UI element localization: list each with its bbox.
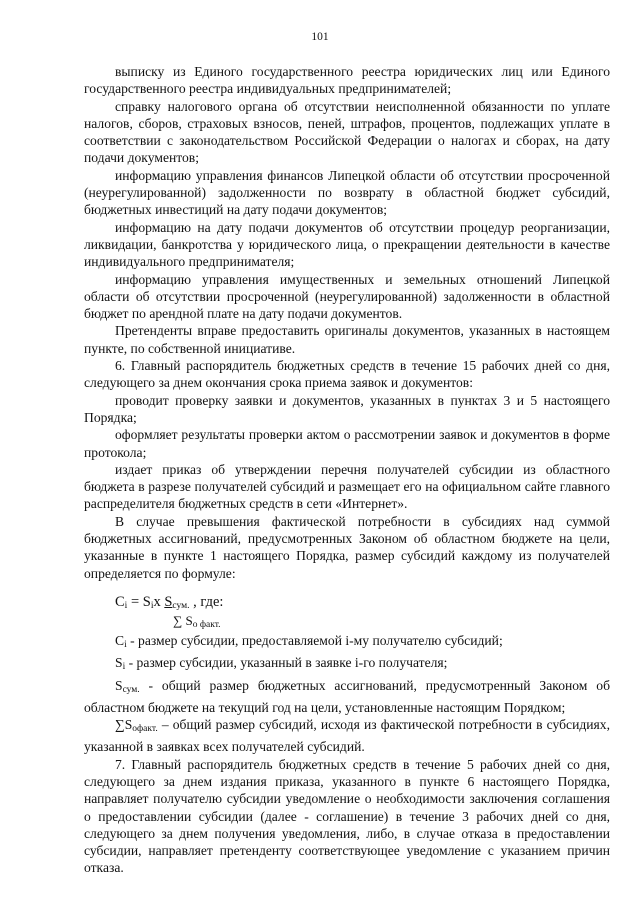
paragraph: оформляет результаты проверки актом о рассмотрении заявок и документов в форме протокола; xyxy=(84,427,610,460)
paragraph: издает приказ об утверждении перечня получателей субсидии из областного бюджета в разрезе получателей субсидий и размещает его на официальном сайте главного распределителя бюджетных средств в сети «Интернет». xyxy=(84,461,610,512)
paragraph: справку налогового органа об отсутствии неисполненной обязанности по уплате налогов, сборов, страховых взносов, пеней, штрафов, процентов, подлежащих уплате в соответствии с законодательством Российской Федерации о налогах и сборах, на дату подачи документов; xyxy=(84,98,610,166)
definition-line: $S_i$ - размер субсидии, указанный в заявке i-го получателя; xyxy=(115,655,448,673)
paragraph: информацию на дату подачи документов об отсутствии процедур реорганизации, ликвидации, банкротства у юридического лица, о прекращении деятельности в качестве индивидуального предпринимателя; xyxy=(84,219,610,270)
formula-numerator-line: $C_i = S_ix$ $S_{сум.}$ , где: xyxy=(115,593,224,611)
paragraph: проводит проверку заявки и документов, указанных в пунктах 3 и 5 настоящего Порядка; xyxy=(84,392,610,425)
formula xyxy=(115,592,610,632)
paragraph: выписку из Единого государственного реестра юридических лиц или Единого государственного реестра индивидуальных предпринимателей; xyxy=(84,64,610,97)
paragraph: 7. Главный распорядитель бюджетных средств в течение 5 рабочих дней со дня, следующего за днем издания приказа, указанного в пункте 6 настоящего Порядка, направляет получателю субсидии уведомление о необходимости заключения соглашения о предоставлении субсидии (далее - соглашение) в течение 3 рабочих дней со дня, следующего за днем получения уведомления, либо, в случае отказа в предоставлении субсидии, направляет претенденту соответствующее уведомление с указанием причин отказа. xyxy=(84,756,610,876)
paragraph: информацию управления имущественных и земельных отношений Липецкой области об отсутствии просроченной (неурегулированной) задолженности в областной бюджет по арендной плате на дату подачи документов. xyxy=(84,271,610,322)
paragraph: Претенденты вправе предоставить оригиналы документов, указанных в настоящем пункте, по собственной инициативе. xyxy=(84,323,610,356)
paragraph: В случае превышения фактической потребности в субсидиях над суммой бюджетных ассигнований, предусмотренных Законом об областном бюджете на цели, указанные в пункте 1 настоящего Порядка, размер субсидий каждому из получателей определяется по формуле: xyxy=(84,513,610,581)
document-body xyxy=(84,63,610,877)
definition-line: $S_{сум.}$ - общий размер бюджетных ассигнований, предусмотренный Законом об областном бюджете на текущий год на цели, установленные настоящим Порядком; xyxy=(84,677,610,715)
definition-line: $\sum S_{офакт.}$ – общий размер субсидий, исходя из фактической потребности в субсидиях, указанной в заявках всех получателей субсидий. xyxy=(84,717,610,755)
paragraph: 6. Главный распорядитель бюджетных средств в течение 15 рабочих дней со дня, следующего за днем окончания срока приема заявок и документов: xyxy=(84,358,610,391)
definition-line: $C_i$ - размер субсидии, предоставляемой i-му получателю субсидий; xyxy=(115,632,503,650)
formula-denominator: ∑ $S_{о факт.}$ xyxy=(173,612,221,630)
page-number: 101 xyxy=(311,31,329,43)
paragraph: информацию управления финансов Липецкой области об отсутствии просроченной (неурегулированной) задолженности по возврату в областной бюджет субсидий, бюджетных инвестиций на дату подачи документов; xyxy=(84,167,610,218)
